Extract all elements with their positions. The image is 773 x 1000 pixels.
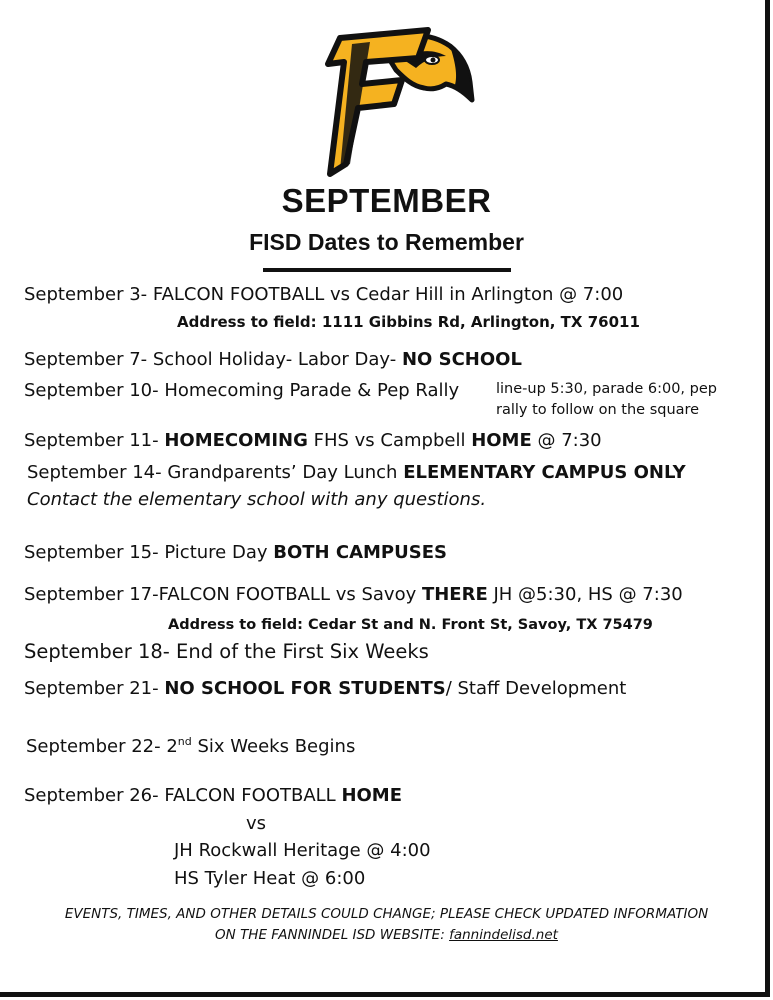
- event-sept-15: September 15- Picture Day BOTH CAMPUSES: [24, 542, 447, 563]
- footer-line-2: ON THE FANNINDEL ISD WEBSITE: fannindelisd.net: [215, 927, 558, 943]
- page-subtitle: FISD Dates to Remember: [249, 229, 524, 255]
- event-sept-7: September 7- School Holiday- Labor Day- NO SCHOOL: [24, 349, 522, 370]
- event-sept-10: September 10- Homecoming Parade & Pep Rally: [24, 380, 460, 401]
- footer-line-1: EVENTS, TIMES, AND OTHER DETAILS COULD CHANGE; PLEASE CHECK UPDATED INFORMATION: [64, 906, 709, 922]
- event-sept-18: September 18- End of the First Six Weeks: [24, 640, 429, 663]
- event-sept-21: September 21- NO SCHOOL FOR STUDENTS/ Staff Development: [24, 678, 627, 699]
- event-sept-3-address: Address to field: 1111 Gibbins Rd, Arlington, TX 76011: [177, 313, 640, 331]
- event-sept-10-note: line-up 5:30, parade 6:00, pep rally to follow on the square: [496, 381, 717, 418]
- event-sept-22: September 22- 2nd Six Weeks Begins: [26, 735, 356, 757]
- event-sept-26-jh-game: JH Rockwall Heritage @ 4:00: [174, 840, 431, 861]
- website-link[interactable]: fannindelisd.net: [449, 927, 558, 943]
- title-divider: [263, 268, 511, 272]
- page-title: SEPTEMBER: [281, 182, 492, 219]
- event-sept-26-hs-game: HS Tyler Heat @ 6:00: [174, 868, 366, 889]
- event-sept-14: September 14- Grandparents’ Day Lunch ELEMENTARY CAMPUS ONLY: [27, 462, 686, 483]
- event-sept-26: September 26- FALCON FOOTBALL HOME: [24, 785, 403, 806]
- event-sept-17: September 17-FALCON FOOTBALL vs Savoy THERE JH @5:30, HS @ 7:30: [24, 584, 683, 605]
- event-sept-11: September 11- HOMECOMING FHS vs Campbell HOME @ 7:30: [24, 430, 602, 451]
- falcon-f-logo: [300, 24, 476, 178]
- footer-disclaimer: [14, 904, 759, 946]
- event-sept-14-note: Contact the elementary school with any questions.: [27, 489, 487, 510]
- event-sept-3: September 3- FALCON FOOTBALL vs Cedar Hill in Arlington @ 7:00: [24, 284, 624, 305]
- event-sept-17-address: Address to field: Cedar St and N. Front St, Savoy, TX 75479: [168, 617, 653, 633]
- event-sept-26-vs: vs: [246, 813, 267, 834]
